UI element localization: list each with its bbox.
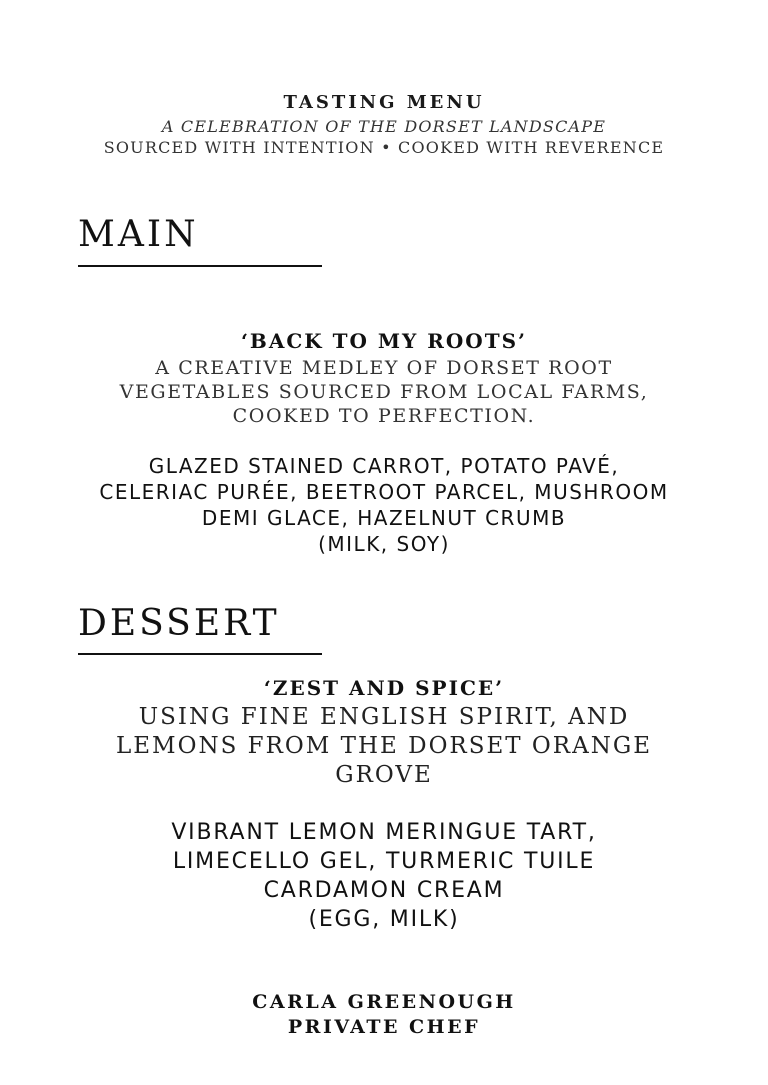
- dessert-dish-ingredients: [0, 818, 768, 934]
- allergen-line: (MILK, SOY): [318, 532, 450, 556]
- description-line: A CREATIVE MEDLEY OF DORSET ROOT: [155, 357, 613, 379]
- ingredient-line: DEMI GLACE, HAZELNUT CRUMB: [201, 506, 567, 530]
- main-dish-ingredients: [0, 453, 768, 557]
- main-dish-name: ‘BACK TO MY ROOTS’: [240, 329, 528, 353]
- dessert-dish-name: ‘ZEST AND SPICE’: [263, 676, 505, 700]
- description-line: LEMONS FROM THE DORSET ORANGE: [115, 733, 653, 759]
- section-divider-main: [78, 265, 322, 267]
- menu-title: TASTING MENU: [283, 92, 485, 113]
- section-heading-dessert: DESSERT: [78, 603, 280, 644]
- description-line: COOKED TO PERFECTION.: [232, 405, 536, 427]
- main-dish-description: [0, 356, 768, 428]
- menu-tagline: SOURCED WITH INTENTION • COOKED WITH REVERENCE: [103, 138, 665, 157]
- chef-role: PRIVATE CHEF: [287, 1016, 481, 1038]
- dessert-dish-description: [0, 703, 768, 790]
- allergen-line: (EGG, MILK): [308, 907, 460, 932]
- ingredient-line: VIBRANT LEMON MERINGUE TART,: [171, 820, 597, 845]
- ingredient-line: CELERIAC PURÉE, BEETROOT PARCEL, MUSHROOM: [99, 480, 669, 504]
- ingredient-line: LIMECELLO GEL, TURMERIC TUILE: [172, 849, 596, 874]
- description-line: USING FINE ENGLISH SPIRIT, AND: [138, 704, 630, 730]
- menu-subtitle: A CELEBRATION OF THE DORSET LANDSCAPE: [161, 117, 607, 136]
- chef-name: CARLA GREENOUGH: [252, 991, 516, 1013]
- chef-signature: [0, 990, 768, 1040]
- description-line: VEGETABLES SOURCED FROM LOCAL FARMS,: [119, 381, 649, 403]
- description-line: GROVE: [335, 762, 433, 788]
- ingredient-line: CARDAMON CREAM: [263, 878, 505, 903]
- ingredient-line: GLAZED STAINED CARROT, POTATO PAVÉ,: [148, 454, 620, 478]
- section-heading-main: MAIN: [78, 214, 199, 255]
- section-divider-dessert: [78, 653, 322, 655]
